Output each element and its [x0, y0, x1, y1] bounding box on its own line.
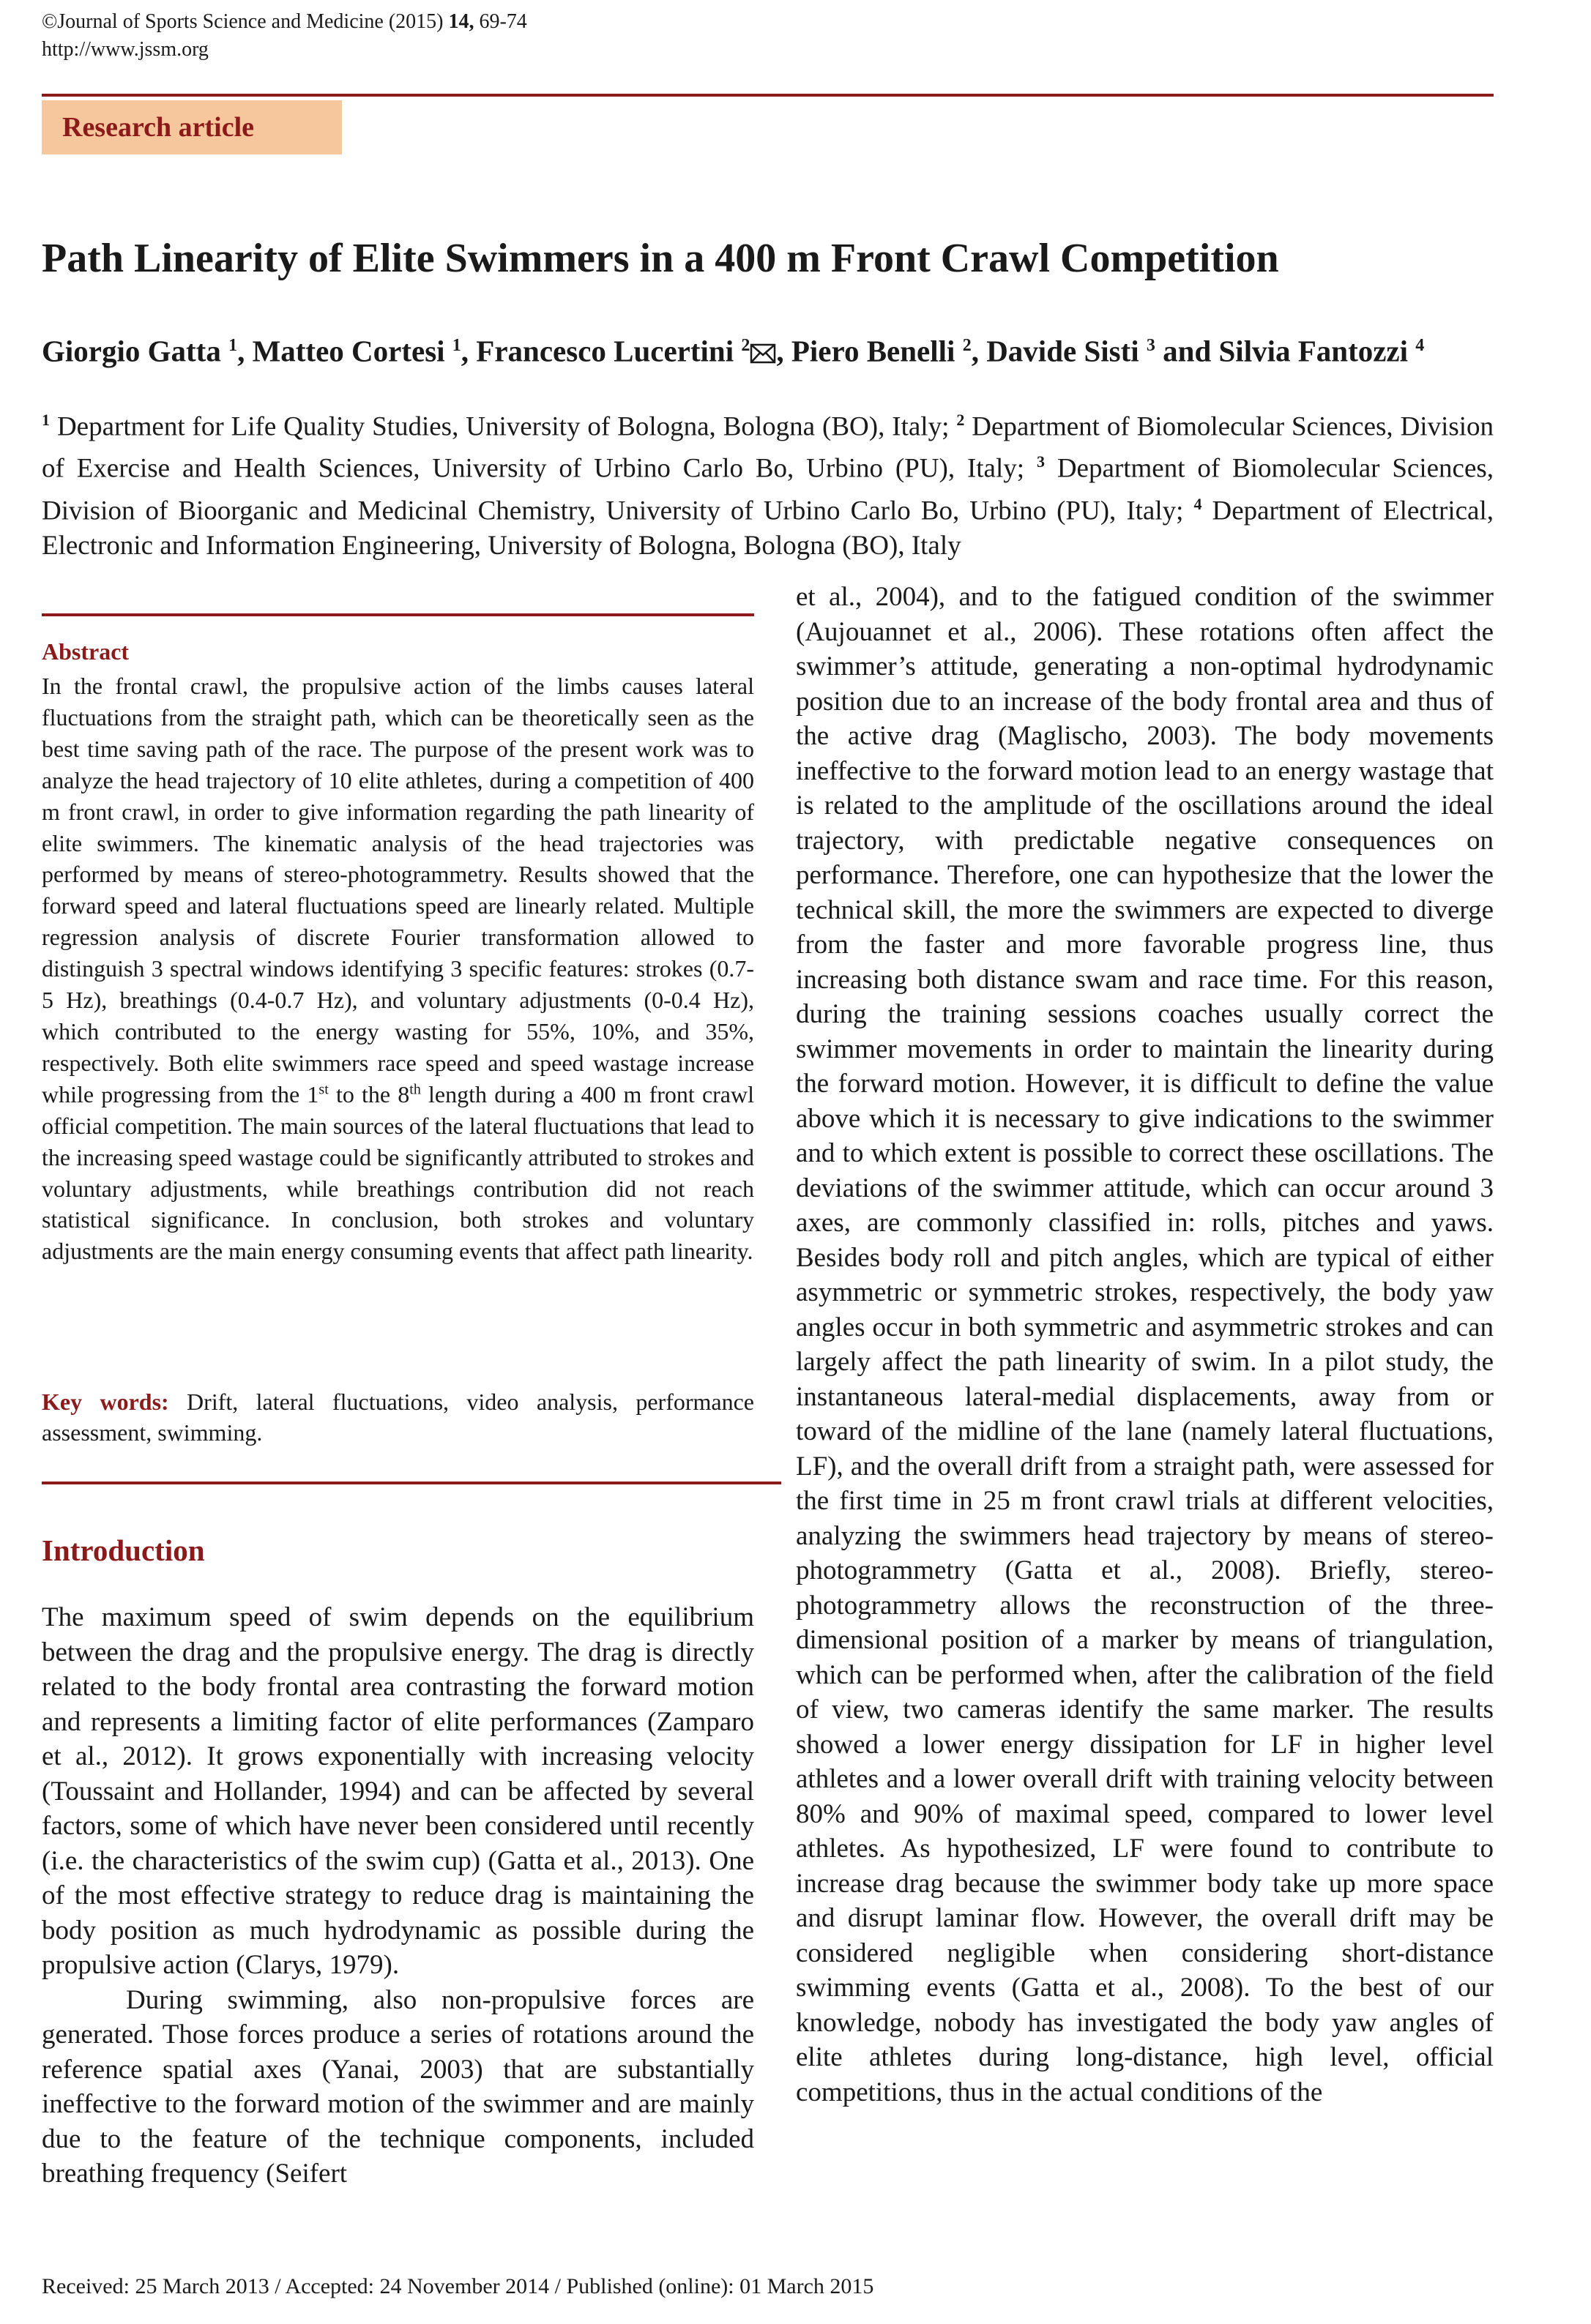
article-title: Path Linearity of Elite Swimmers in a 400 m Front Crawl Competition	[42, 236, 1279, 281]
intro-paragraph: During swimming, also non-propulsive forces are generated. Those forces produce a series of rotations around the reference spatial axes (Yanai, 2003) that are substantially ineffective to the forward motion of the swimmer and are mainly due to the feature of the technique components, included breathing frequency (Seifert	[42, 1984, 754, 2189]
intro-paragraph: The maximum speed of swim depends on the equilibrium between the drag and the propulsive energy. The drag is directly related to the body frontal area contrasting the forward motion and represents a limiting factor of elite performances (Zamparo et al., 2012). It grows exponentially with increasing velocity (Toussaint and Hollander, 1994) and can be affected by several factors, some of which have never been considered until recently (i.e. the characteristics of the swim cup) (Gatta et al., 2013). One of the most effective strategy to reduce drag is maintaining the body position as much hydrodynamic as possible during the propulsive action (Clarys, 1979).	[42, 1602, 754, 1980]
keywords	[42, 1386, 754, 1448]
abstract-bottom-rule	[42, 1482, 781, 1484]
footer-dates: Received: 25 March 2013 / Accepted: 24 November 2014 / Published (online): 01 March 2015	[42, 2274, 874, 2298]
affiliation-sup: 2	[956, 411, 965, 429]
author-name: Davide Sisti	[986, 334, 1139, 368]
abstract-text	[42, 670, 754, 1267]
abstract-part: In the frontal crawl, the propulsive action of the limbs causes lateral fluctuations from the straight path, which can be theoretically seen as the best time saving path of the race. The purpose of the present work was to analyze the head trajectory of 10 elite athletes, during a competition of 400 m front crawl, in order to give information regarding the path linearity of elite swimmers. The kinematic analysis of the head trajectories was performed by means of stereo-photogrammetry. Results showed that the forward speed and lateral fluctuations speed are linearly related. Multiple regression analysis of discrete Fourier transformation allowed to distinguish 3 spectral windows identifying 3 specific features: strokes (0.7-5 Hz), breathings (0.4-0.7 Hz), and voluntary adjustments (0-0.4 Hz), which contributed to the energy wasting for 55%, 10%, and 35%, respectively. Both elite swimmers race speed and speed wastage increase while progressing from the 1	[42, 673, 754, 1107]
affiliation-text: Department of Electrical, Electronic and Information Engineering, University of Bologna, Bologna (BO), Italy	[42, 495, 1494, 561]
author-sup: 1	[452, 336, 461, 355]
article-type-badge	[42, 100, 342, 154]
journal-name: ©Journal of Sports Science and Medicine (2015)	[42, 10, 449, 33]
journal-citation	[42, 9, 527, 35]
author-sup: 1	[228, 336, 238, 355]
affiliation-text: Department of Biomolecular Sciences, Division of Exercise and Health Sciences, University of Urbino Carlo Bo, Urbino (PU), Italy;	[42, 411, 1494, 484]
affiliation-sup: 3	[1036, 452, 1045, 471]
keywords-label: Key words:	[42, 1389, 169, 1415]
author-list: Giorgio Gatta $^1$, Matteo Cortesi $^1$, Francesco Lucertini $^2$ , Piero Benelli $^2$, Davide Sisti $^3$ and Silvia Fantozzi $^4$	[42, 328, 1494, 372]
journal-volume: 14,	[448, 10, 474, 33]
author-name: Giorgio Gatta	[42, 334, 221, 368]
introduction-heading: Introduction	[42, 1533, 205, 1567]
journal-url[interactable]: http://www.jssm.org	[42, 38, 209, 61]
abstract-sup: th	[409, 1081, 421, 1098]
author-name: Piero Benelli	[791, 334, 955, 368]
abstract-part: to the 8	[328, 1080, 410, 1107]
right-column-text: et al., 2004), and to the fatigued condition of the swimmer (Aujouannet et al., 2006). These rotations often affect the swimmer’s attitude, generating a non-optimal hydrodynamic position due to an increase of the body frontal area and thus of the active drag (Maglischo, 2003). The body movements ineffective to the forward motion lead to an energy wastage that is related to the amplitude of the oscillations around the ideal trajectory, with predictable negative consequences on performance. Therefore, one can hypothesize that the lower the technical skill, the more the swimmers are expected to diverge from the faster and more favorable progress line, thus increasing both distance swam and race time. For this reason, during the training sessions coaches usually correct the swimmer movements in order to maintain the linearity during the forward motion. However, it is difficult to define the value above which it is necessary to give indications to the swimmer and to which extent is possible to correct these oscillations. The deviations of the swimmer attitude, which can occur around 3 axes, are commonly classified in: rolls, pitches and yaws. Besides body roll and pitch angles, which are typical of either asymmetric or symmetric strokes, respectively, the body yaw angles occur in both symmetric and asymmetric strokes and can largely affect the path linearity of swim. In a pilot study, the instantaneous lateral-medial displacements, away from or toward of the midline of the lane (namely lateral fluctuations, LF), and the overall drift from a straight path, were assessed for the first time in 25 m front crawl trials at different velocities, analyzing the swimmers head trajectory by means of stereo-photogrammetry (Gatta et al., 2008). Briefly, stereo-photogrammetry allows the reconstruction of the three-dimensional position of a marker by means of triangulation, which can be performed when, after the calibration of the field of view, two cameras identify the same marker. The results showed a lower energy dissipation for LF in higher level athletes and a lower overall drift with training velocity between 80% and 90% of maximal speed, compared to lower level athletes. As hypothesized, LF were found to contribute to increase drag because the swimmer body take up more space and disrupt laminar flow. However, the overall drift may be considered negligible when considering short-distance swimming events (Gatta et al., 2008). To the best of our knowledge, nobody has investigated the body yaw angles of elite athletes during long-distance, high level, official competitions, thus in the actual conditions of the	[796, 582, 1494, 2107]
header-rule	[42, 94, 1494, 97]
author-name: Silvia Fantozzi	[1218, 334, 1409, 368]
author-conjunction: and	[1163, 334, 1212, 368]
affiliations	[42, 403, 1494, 564]
abstract-heading: Abstract	[42, 638, 130, 665]
introduction-body	[42, 1600, 754, 2192]
author-name: Matteo Cortesi	[252, 334, 445, 368]
affiliation-text: Department of Biomolecular Sciences, Division of Bioorganic and Medicinal Chemistry, University of Urbino Carlo Bo, Urbino (PU), Italy;	[42, 453, 1494, 526]
abstract-sup: st	[318, 1081, 329, 1098]
affiliation-sup: 4	[1193, 494, 1202, 513]
keywords-text: Drift, lateral fluctuations, video analysis, performance assessment, swimming.	[42, 1389, 755, 1446]
journal-pages: 69-74	[474, 10, 527, 33]
affiliation-sup: 1	[42, 411, 50, 429]
author-sup: 2	[741, 336, 750, 355]
author-name: Francesco Lucertini	[476, 334, 734, 368]
abstract-part: length during a 400 m front crawl official competition. The main sources of the lateral fluctuations that lead to the increasing speed wastage could be significantly attributed to strokes and voluntary adjustments, while breathings contribution did not reach statistical significance. In conclusion, both strokes and voluntary adjustments are the main energy consuming events that affect path linearity.	[42, 1080, 755, 1265]
author-sup: 3	[1146, 336, 1155, 355]
author-sup: 2	[962, 336, 972, 355]
article-type-label: Research article	[62, 112, 255, 143]
affiliation-text: Department for Life Quality Studies, University of Bologna, Bologna (BO), Italy;	[56, 411, 950, 442]
email-icon[interactable]	[750, 337, 776, 372]
author-sup: 4	[1415, 336, 1425, 355]
abstract-top-rule	[42, 613, 754, 616]
